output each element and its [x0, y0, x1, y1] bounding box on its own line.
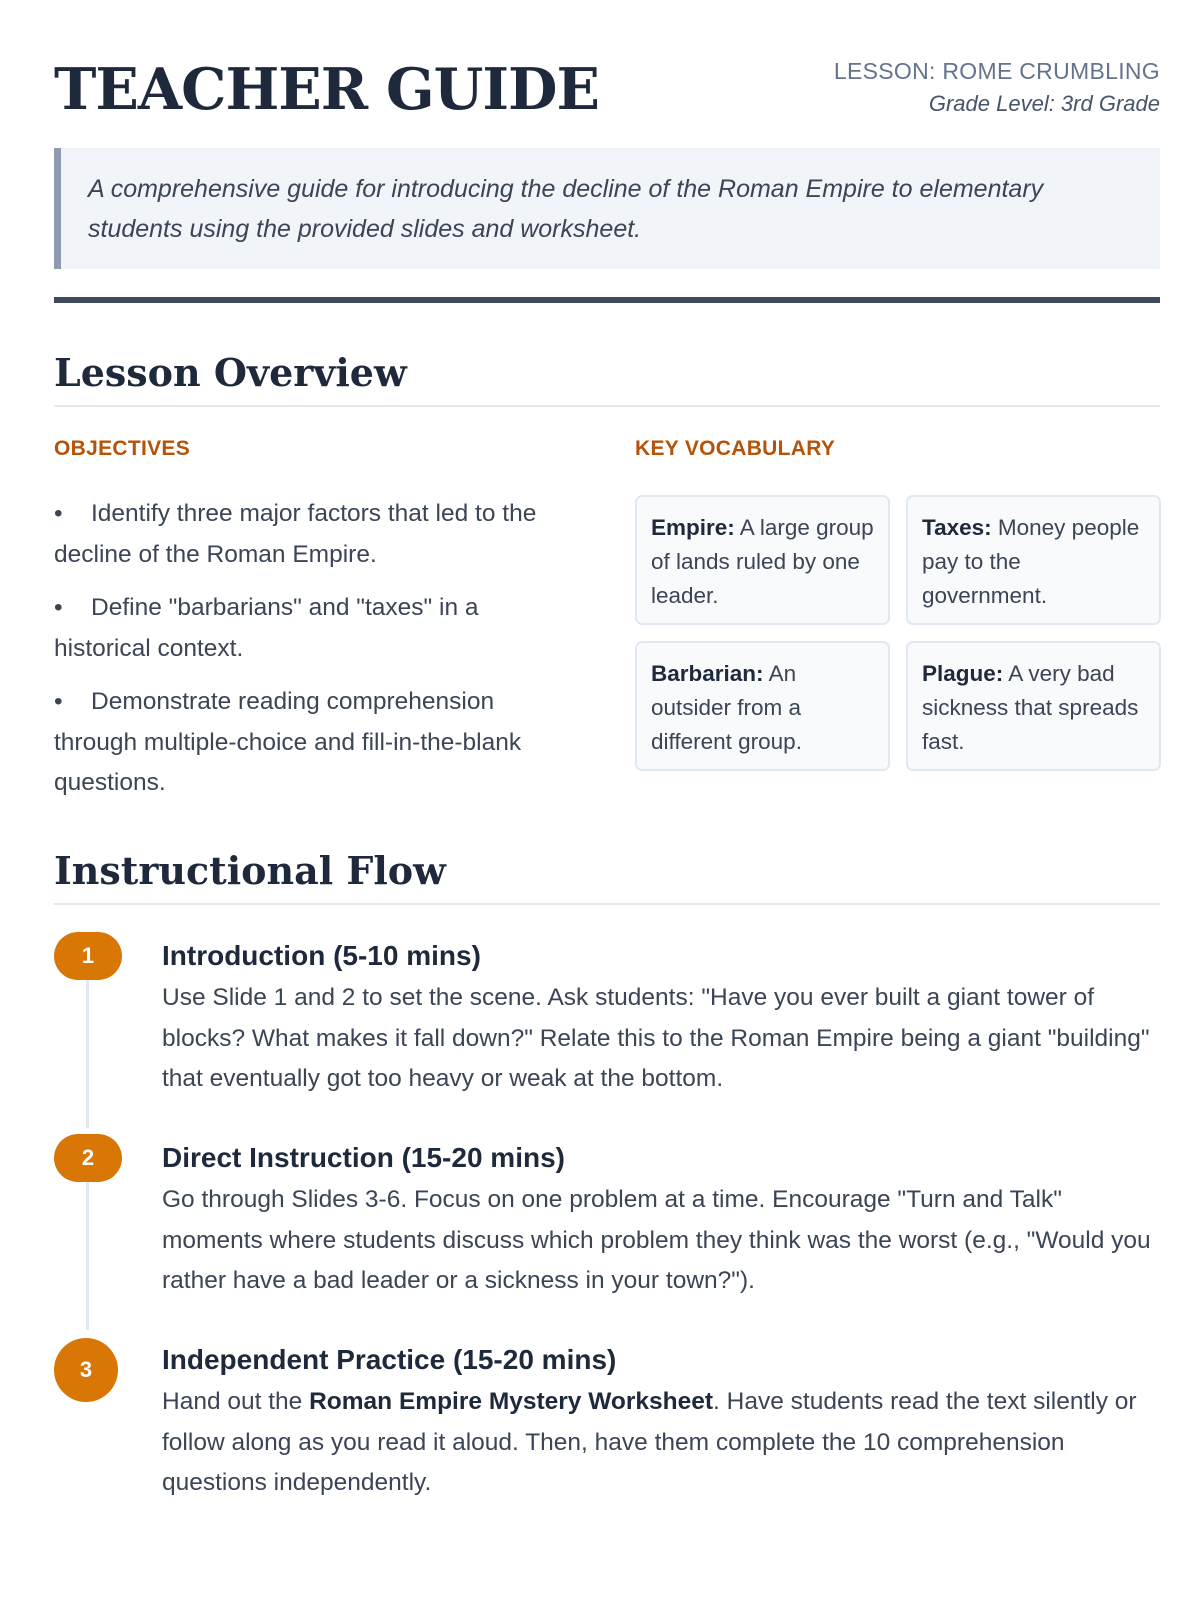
- objective-item: [54, 682, 579, 804]
- objective-text: Demonstrate reading comprehension through multiple-choice and fill-in-the-blank questions.: [54, 688, 522, 796]
- section-divider: [54, 903, 1160, 905]
- vocab-definition: An outsider from a different group.: [651, 661, 802, 754]
- objective-text: Identify three major factors that led to the decline of the Roman Empire.: [54, 500, 537, 568]
- step-number-badge: 1: [54, 932, 122, 980]
- vocab-card-barbarian: [635, 641, 890, 771]
- step-connector-line: [86, 980, 89, 1128]
- vocab-term: Barbarian:: [651, 661, 764, 686]
- section-heading-instructional-flow: Instructional Flow: [54, 848, 446, 893]
- step-direct-instruction: [54, 1134, 1160, 1334]
- step-text-part: Hand out the: [162, 1388, 310, 1415]
- vocab-term: Taxes:: [922, 515, 992, 540]
- step-introduction: [54, 932, 1160, 1132]
- vocab-term: Plague:: [922, 661, 1004, 686]
- step-description: Use Slide 1 and 2 to set the scene. Ask students: "Have you ever built a giant tower of blocks? What makes it fall down?" Relate this to the Roman Empire being a giant "building" that eventually got too heavy or weak at the bottom.: [162, 984, 1150, 1092]
- step-title: Direct Instruction (15-20 mins): [162, 1142, 565, 1173]
- intro-callout: A comprehensive guide for introducing the decline of the Roman Empire to elementary students using the provided slides and worksheet.: [54, 148, 1160, 269]
- objectives-list: [54, 494, 579, 817]
- bullet-icon: •: [54, 688, 63, 715]
- vocab-definition: A large group of lands ruled by one leader.: [651, 515, 874, 608]
- header: [54, 0, 1160, 148]
- step-description: [162, 1382, 1162, 1504]
- page-title: TEACHER GUIDE: [54, 56, 599, 123]
- bullet-icon: •: [54, 594, 63, 621]
- vocab-grid: [635, 495, 1161, 771]
- vocab-card-empire: [635, 495, 890, 625]
- step-description: Go through Slides 3-6. Focus on one problem at a time. Encourage "Turn and Talk" moments where students discuss which problem they think was the worst (e.g., "Would you rather have a bad leader or a sickness in your town?").: [162, 1186, 1151, 1294]
- worksheet-name: Roman Empire Mystery Worksheet: [309, 1388, 714, 1415]
- objective-item: [54, 588, 579, 669]
- objective-text: Define "barbarians" and "taxes" in a historical context.: [54, 594, 479, 662]
- step-title: Independent Practice (15-20 mins): [162, 1344, 617, 1375]
- objective-item: [54, 494, 579, 575]
- lesson-name: LESSON: ROME CRUMBLING: [833, 58, 1160, 84]
- vocab-definition: A very bad sickness that spreads fast.: [922, 661, 1139, 754]
- objectives-label: OBJECTIVES: [54, 437, 191, 460]
- step-number-badge: 2: [54, 1134, 122, 1182]
- bullet-icon: •: [54, 500, 63, 527]
- vocab-card-plague: [906, 641, 1161, 771]
- step-title: Introduction (5-10 mins): [162, 940, 481, 971]
- section-heading-lesson-overview: Lesson Overview: [54, 350, 407, 395]
- vocab-label: KEY VOCABULARY: [635, 437, 836, 460]
- section-divider: [54, 405, 1160, 407]
- grade-level: Grade Level: 3rd Grade: [928, 91, 1160, 116]
- lesson-meta: [834, 54, 1160, 120]
- step-number-badge: 3: [54, 1338, 118, 1402]
- vocab-definition: Money people pay to the government.: [922, 515, 1140, 608]
- vocab-card-taxes: [906, 495, 1161, 625]
- step-connector-line: [86, 1182, 89, 1330]
- step-text-part: . Have students read the text silently or follow along as you read it aloud. Then, have them complete the 10 comprehension questions independently.: [162, 1388, 1137, 1496]
- step-independent-practice: [54, 1336, 1160, 1536]
- vocab-term: Empire:: [651, 515, 735, 540]
- header-divider: [54, 297, 1160, 303]
- teacher-guide-page: [54, 0, 1160, 1496]
